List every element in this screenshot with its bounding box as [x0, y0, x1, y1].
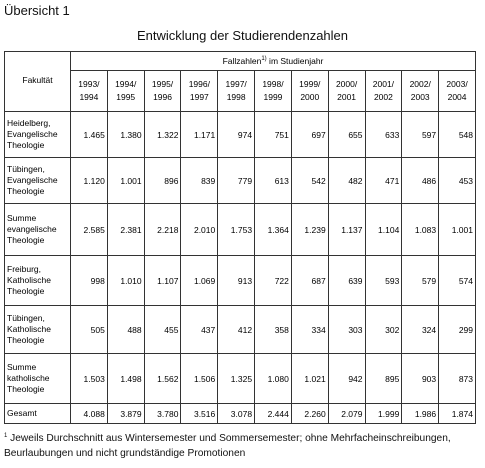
- value-cell: 412: [218, 306, 255, 354]
- year-header: 2003/ 2004: [439, 71, 476, 112]
- year-header: 1996/ 1997: [181, 71, 218, 112]
- value-cell: 548: [439, 112, 476, 158]
- value-cell: 2.260: [291, 404, 328, 424]
- value-cell: 2.010: [181, 204, 218, 256]
- year-header: 1993/ 1994: [71, 71, 108, 112]
- value-cell: 1.010: [107, 256, 144, 306]
- value-cell: 574: [439, 256, 476, 306]
- value-cell: 1.001: [107, 158, 144, 204]
- year-header: 1994/ 1995: [107, 71, 144, 112]
- table-row: [5, 306, 476, 354]
- faculty-cell: Summe katholische Theologie: [5, 354, 71, 404]
- value-cell: 486: [402, 158, 439, 204]
- value-cell: 1.322: [144, 112, 181, 158]
- student-numbers-table: [4, 51, 476, 424]
- value-cell: 3.078: [218, 404, 255, 424]
- value-cell: 1.465: [71, 112, 108, 158]
- value-cell: 2.444: [255, 404, 292, 424]
- faculty-cell: Freiburg, Katholische Theologie: [5, 256, 71, 306]
- faculty-cell: Tübingen, Katholische Theologie: [5, 306, 71, 354]
- footnote: [4, 431, 482, 461]
- value-cell: 1.498: [107, 354, 144, 404]
- value-cell: 839: [181, 158, 218, 204]
- value-cell: 303: [328, 306, 365, 354]
- value-cell: 482: [328, 158, 365, 204]
- value-cell: 895: [365, 354, 402, 404]
- value-cell: 1.137: [328, 204, 365, 256]
- year-header: 1999/ 2000: [291, 71, 328, 112]
- value-cell: 1.239: [291, 204, 328, 256]
- value-cell: 639: [328, 256, 365, 306]
- value-cell: 633: [365, 112, 402, 158]
- year-header: 2001/ 2002: [365, 71, 402, 112]
- value-cell: 1.080: [255, 354, 292, 404]
- footnote-marker: 1: [4, 433, 8, 439]
- value-cell: 488: [107, 306, 144, 354]
- value-cell: 453: [439, 158, 476, 204]
- value-cell: 1.083: [402, 204, 439, 256]
- value-cell: 998: [71, 256, 108, 306]
- table-body: [5, 112, 476, 424]
- value-cell: 3.780: [144, 404, 181, 424]
- value-cell: 903: [402, 354, 439, 404]
- value-cell: 974: [218, 112, 255, 158]
- value-cell: 579: [402, 256, 439, 306]
- value-cell: 1.753: [218, 204, 255, 256]
- table-row: [5, 112, 476, 158]
- table-row: [5, 404, 476, 424]
- year-header-row: [5, 71, 476, 112]
- value-cell: 542: [291, 158, 328, 204]
- value-cell: 1.021: [291, 354, 328, 404]
- value-cell: 873: [439, 354, 476, 404]
- table-row: [5, 354, 476, 404]
- value-cell: 613: [255, 158, 292, 204]
- value-cell: 505: [71, 306, 108, 354]
- year-header: 2002/ 2003: [402, 71, 439, 112]
- span-header: Fallzahlen$^{1)}$ im Studienjahr: [71, 52, 476, 71]
- value-cell: 1.562: [144, 354, 181, 404]
- value-cell: 1.874: [439, 404, 476, 424]
- year-header: 1997/ 1998: [218, 71, 255, 112]
- value-cell: 455: [144, 306, 181, 354]
- value-cell: 697: [291, 112, 328, 158]
- document-label: Übersicht 1: [4, 3, 70, 18]
- value-cell: 687: [291, 256, 328, 306]
- value-cell: 299: [439, 306, 476, 354]
- year-header: 2000/ 2001: [328, 71, 365, 112]
- value-cell: 896: [144, 158, 181, 204]
- value-cell: 437: [181, 306, 218, 354]
- value-cell: 913: [218, 256, 255, 306]
- value-cell: 597: [402, 112, 439, 158]
- value-cell: 334: [291, 306, 328, 354]
- value-cell: 2.585: [71, 204, 108, 256]
- value-cell: 1.503: [71, 354, 108, 404]
- value-cell: 1.069: [181, 256, 218, 306]
- value-cell: 593: [365, 256, 402, 306]
- table-row: [5, 256, 476, 306]
- value-cell: 1.107: [144, 256, 181, 306]
- value-cell: 2.381: [107, 204, 144, 256]
- value-cell: 471: [365, 158, 402, 204]
- faculty-cell: Heidelberg, Evangelische Theologie: [5, 112, 71, 158]
- value-cell: 942: [328, 354, 365, 404]
- value-cell: 1.380: [107, 112, 144, 158]
- value-cell: 1.104: [365, 204, 402, 256]
- table-row: [5, 158, 476, 204]
- footnote-text: Jeweils Durchschnitt aus Wintersemester und Sommersemester; ohne Mehrfacheinschreibungen, Beurlaubungen und nicht grundständige Promotionen: [4, 433, 451, 459]
- value-cell: 324: [402, 306, 439, 354]
- year-header: 1995/ 1996: [144, 71, 181, 112]
- value-cell: 4.088: [71, 404, 108, 424]
- value-cell: 1.364: [255, 204, 292, 256]
- faculty-header: Fakultät: [5, 52, 71, 112]
- faculty-cell: Gesamt: [5, 404, 71, 424]
- value-cell: 1.120: [71, 158, 108, 204]
- document-title: Entwicklung der Studierendenzahlen: [136, 28, 349, 43]
- faculty-cell: Summe evangelische Theologie: [5, 204, 71, 256]
- value-cell: 3.516: [181, 404, 218, 424]
- value-cell: 722: [255, 256, 292, 306]
- value-cell: 1.999: [365, 404, 402, 424]
- value-cell: 1.506: [181, 354, 218, 404]
- value-cell: 1.986: [402, 404, 439, 424]
- value-cell: 1.001: [439, 204, 476, 256]
- value-cell: 302: [365, 306, 402, 354]
- value-cell: 751: [255, 112, 292, 158]
- table-row: [5, 204, 476, 256]
- year-header: 1998/ 1999: [255, 71, 292, 112]
- value-cell: 779: [218, 158, 255, 204]
- value-cell: 2.079: [328, 404, 365, 424]
- faculty-cell: Tübingen, Evangelische Theologie: [5, 158, 71, 204]
- value-cell: 655: [328, 112, 365, 158]
- value-cell: 358: [255, 306, 292, 354]
- value-cell: 3.879: [107, 404, 144, 424]
- value-cell: 1.171: [181, 112, 218, 158]
- value-cell: 1.325: [218, 354, 255, 404]
- value-cell: 2.218: [144, 204, 181, 256]
